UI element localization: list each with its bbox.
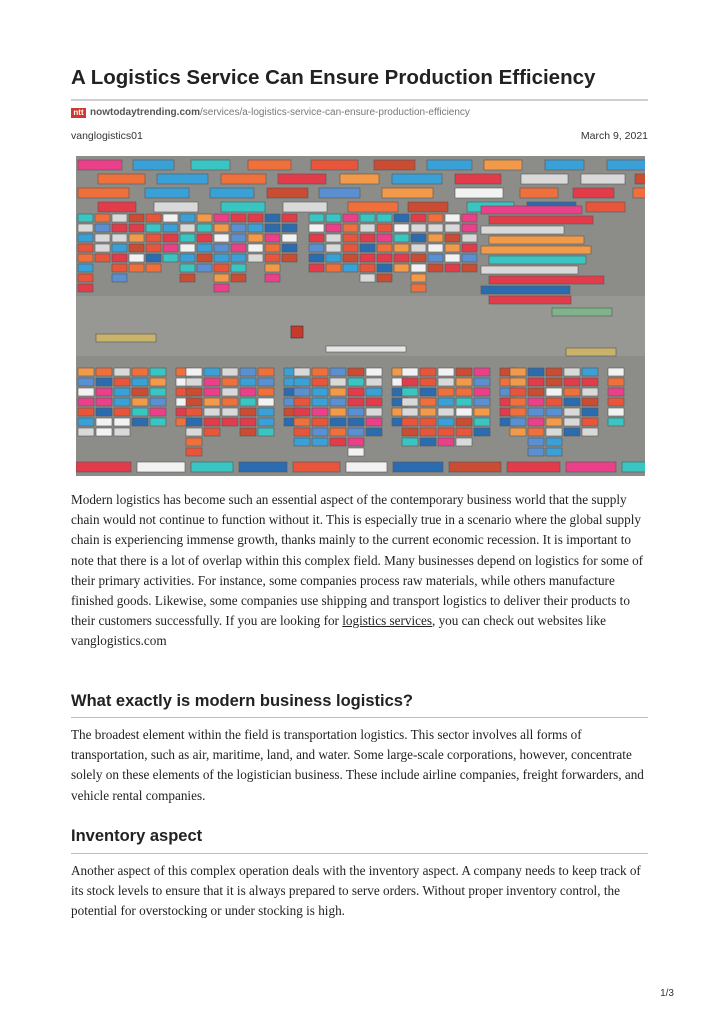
intro-text-end: , you can check out websites like vanglogistics.com: [71, 613, 606, 649]
intro-text-start: Modern logistics has become such an essential aspect of the contemporary business world that the supply chain would not continue to function without it. This is especially true in a scenario where the global supply chain is experiencing immense growth, thanks mainly to the current economic recession. It is important to note that there is a lot of overlap within this complex field. Many businesses depend on logistics for some of their primary activities. For instance, some companies process raw materials, while others manufacture finished goods. Likewise, some companies use shipping and transport logistics to deliver their products to their customers successfully. If you are looking for: [71, 492, 644, 629]
article-title: A Logistics Service Can Ensure Production Efficiency: [71, 66, 596, 89]
source-line: [71, 107, 470, 118]
section1-paragraph: The broadest element within the field is transportation logistics. This sector involves all forms of transportation, such as air, maritime, land, and water. Some large-scale corporations, however, concentrate solely on these elements of the logistician business. These include airline companies, freight forwarders, and vehicle rental companies.: [71, 727, 644, 803]
source-domain: nowtodaytrending.com: [90, 107, 200, 118]
page-number: 1/3: [660, 988, 674, 999]
author: vanglogistics01: [71, 130, 143, 142]
title-divider: [71, 99, 648, 101]
section2-paragraph: Another aspect of this complex operation deals with the inventory aspect. A company needs to keep track of its stock levels to ensure that it is always prepared to serve orders. Without proper inventory control, the potential for overstocking or under stocking is high.: [71, 863, 641, 919]
section-heading-inventory: Inventory aspect: [71, 827, 203, 845]
section-heading-modern-logistics: What exactly is modern business logistics?: [71, 692, 414, 710]
section-divider: [71, 853, 648, 854]
site-logo-icon: ntt: [71, 108, 86, 118]
intro-paragraph: [71, 490, 651, 652]
hero-image: [76, 156, 645, 476]
source-path: /services/a-logistics-service-can-ensure-production-efficiency: [200, 107, 470, 118]
shipping-containers-aerial-photo: [76, 156, 645, 476]
source-url[interactable]: [90, 107, 470, 118]
article-meta: [71, 130, 648, 142]
logistics-services-link[interactable]: logistics services: [342, 613, 432, 629]
section-divider: [71, 717, 648, 718]
publish-date: March 9, 2021: [580, 130, 648, 142]
